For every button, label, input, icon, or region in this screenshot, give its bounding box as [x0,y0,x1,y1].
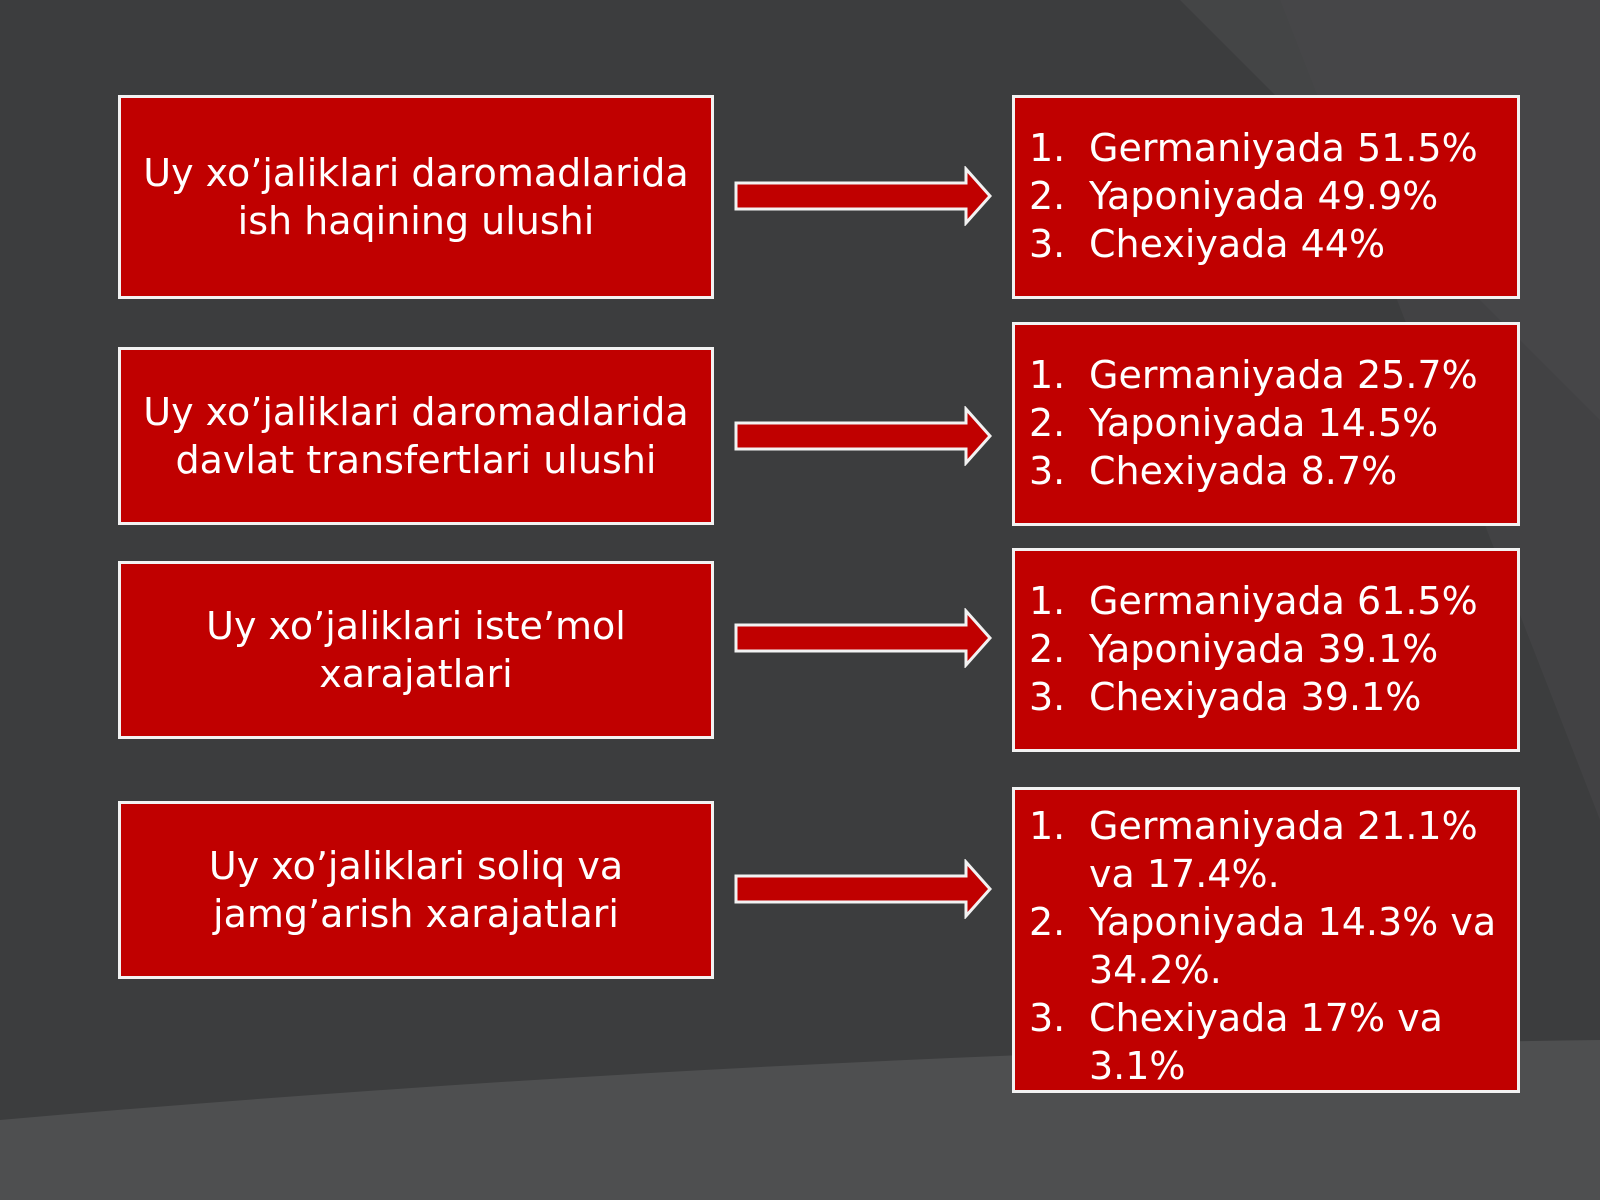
values-box-consumption [1012,548,1520,752]
arrow-right-icon [734,406,994,466]
item-number: 2. [1029,174,1066,218]
item-number: 2. [1029,627,1066,671]
country-list [1029,351,1503,495]
item-text: Germaniyada 25.7% [1089,353,1478,397]
item-text: Yaponiyada 14.5% [1089,401,1439,445]
country-list [1029,802,1503,1090]
label-box-wage-share [118,95,714,299]
list-item [1029,625,1503,673]
item-text: Germaniyada 51.5% [1089,126,1478,170]
item-number: 3. [1029,222,1066,266]
item-number: 2. [1029,401,1066,445]
item-text: Germaniyada 21.1% va 17.4%. [1089,804,1478,896]
item-text: Chexiyada 44% [1089,222,1386,266]
label-line: Uy xo’jaliklari daromadlarida [143,151,689,195]
list-item [1029,802,1503,898]
label-line: davlat transfertlari ulushi [175,438,657,482]
label-line: Uy xo’jaliklari iste’mol [206,604,626,648]
arrow-right-icon [734,859,994,919]
label-line: jamg’arish xarajatlari [213,892,619,936]
label-line: xarajatlari [319,652,513,696]
values-box-transfer-share [1012,322,1520,526]
item-text: Germaniyada 61.5% [1089,579,1478,623]
arrow-right-icon [734,166,994,226]
item-number: 3. [1029,449,1066,493]
values-box-tax-savings [1012,787,1520,1093]
item-number: 1. [1029,353,1066,397]
item-number: 1. [1029,804,1066,848]
country-list [1029,124,1503,268]
item-text: Chexiyada 17% va 3.1% [1089,996,1443,1088]
list-item [1029,673,1503,721]
label-box-consumption [118,561,714,739]
list-item [1029,124,1503,172]
item-text: Yaponiyada 49.9% [1089,174,1439,218]
list-item [1029,172,1503,220]
label-box-tax-savings [118,801,714,979]
label-line: Uy xo’jaliklari daromadlarida [143,390,689,434]
label-box-transfer-share [118,347,714,525]
item-number: 1. [1029,579,1066,623]
item-text: Chexiyada 39.1% [1089,675,1422,719]
list-item [1029,447,1503,495]
item-number: 1. [1029,126,1066,170]
list-item [1029,399,1503,447]
item-number: 3. [1029,675,1066,719]
item-number: 3. [1029,996,1066,1040]
item-number: 2. [1029,900,1066,944]
country-list [1029,577,1503,721]
list-item [1029,577,1503,625]
values-box-wage-share [1012,95,1520,299]
list-item [1029,994,1503,1090]
label-line: ish haqining ulushi [237,199,595,243]
list-item [1029,351,1503,399]
list-item [1029,220,1503,268]
item-text: Chexiyada 8.7% [1089,449,1398,493]
list-item [1029,898,1503,994]
arrow-right-icon [734,608,994,668]
item-text: Yaponiyada 14.3% va 34.2%. [1089,900,1497,992]
item-text: Yaponiyada 39.1% [1089,627,1439,671]
label-line: Uy xo’jaliklari soliq va [208,844,624,888]
